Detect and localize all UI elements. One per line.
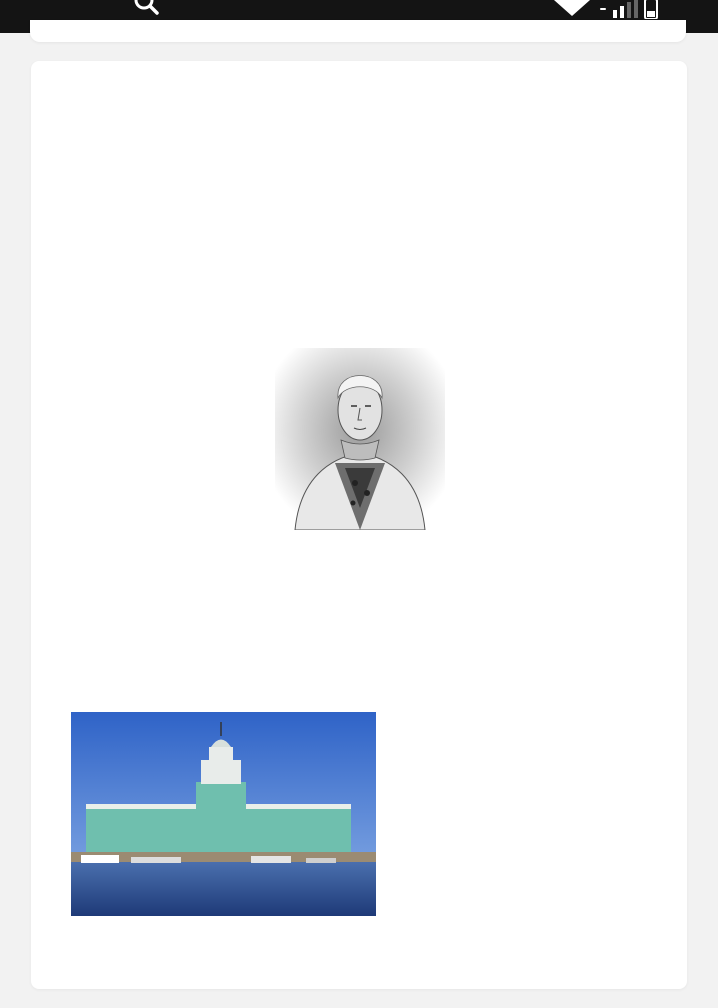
previous-card	[30, 20, 686, 42]
portrait-image	[275, 348, 445, 530]
status-indicators	[550, 0, 664, 19]
volte-badge	[600, 8, 606, 10]
signal-icon	[612, 0, 638, 18]
battery-icon	[644, 0, 658, 19]
wifi-icon	[550, 0, 594, 18]
museum-image	[71, 712, 376, 916]
document-card	[31, 61, 687, 989]
search-icon	[132, 0, 162, 18]
